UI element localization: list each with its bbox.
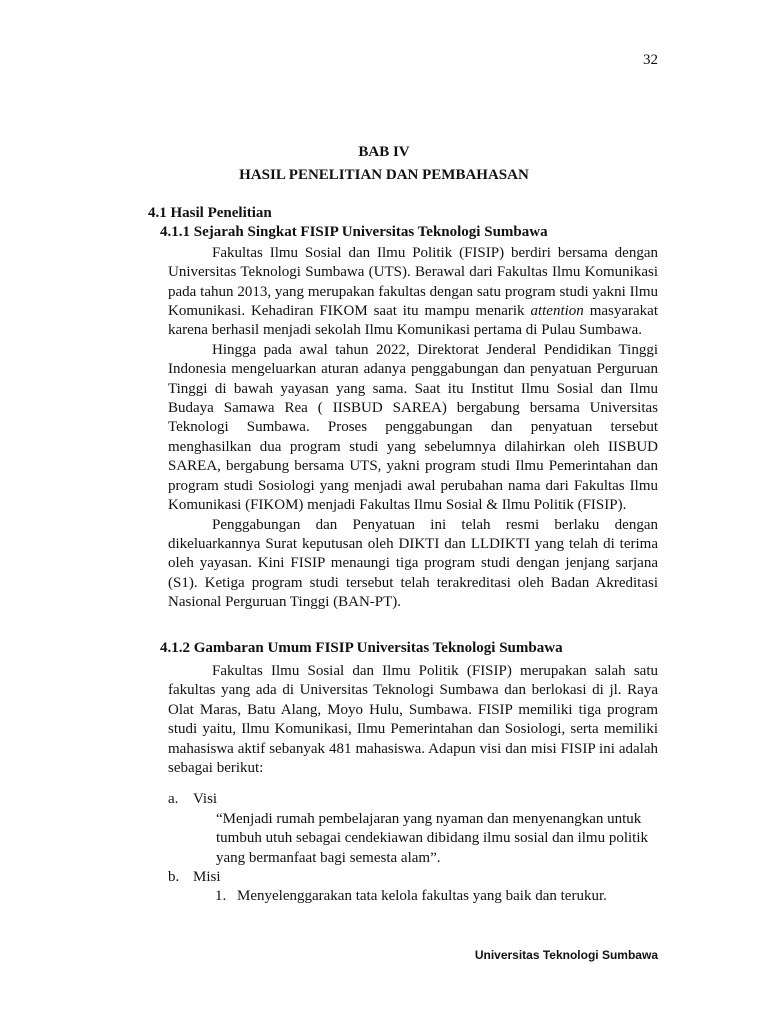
list-label-visi: Visi	[193, 791, 218, 808]
subsection-heading-4-1-2: 4.1.2 Gambaran Umum FISIP Universitas Teknologi Sumbawa	[160, 639, 563, 656]
footer-university-name: Universitas Teknologi Sumbawa	[474, 948, 658, 962]
mission-item-text: Menyelenggarakan tata kelola fakultas yang baik dan terukur.	[237, 888, 607, 905]
list-marker: b.	[168, 869, 180, 885]
paragraph-overview: Fakultas Ilmu Sosial dan Ilmu Politik (FISIP) merupakan salah satu fakultas yang ada di Universitas Teknologi Sumbawa dan berlokasi di jl. Raya Olat Maras, Batu Alang, Moyo Hulu, Sumbawa. FISIP memiliki tiga program studi yaitu, Ilmu Komunikasi, Ilmu Pemerintahan dan Sosiologi, serta memiliki mahasiswa aktif sebanyak 481 mahasiswa. Adapun visi dan misi FISIP ini adalah sebagai berikut:	[168, 662, 658, 776]
chapter-heading	[0, 141, 768, 187]
list-marker: a.	[168, 791, 179, 808]
paragraph-history-1	[168, 244, 658, 341]
chapter-title: HASIL PENELITIAN DAN PEMBAHASAN	[239, 167, 529, 183]
paragraph-history-3: Penggabungan dan Penyatuan ini telah resmi berlaku dengan dikeluarkannya Surat keputusan oleh DIKTI dan LLDIKTI yang telah di terima oleh yayasan. Kini FISIP menaungi tiga program studi dengan jenjang sarjana (S1). Ketiga program studi tersebut telah terakreditasi oleh Badan Akreditasi Nasional Perguruan Tinggi (BAN-PT).	[168, 516, 658, 611]
paragraph-history-1-part-b: masyarakat karena berhasil menjadi sekolah Ilmu Komunikasi pertama di Pulau Sumbawa.	[168, 303, 658, 339]
paragraph-history-1-part-a: Fakultas Ilmu Sosial dan Ilmu Politik (FISIP) berdiri bersama dengan Universitas Teknologi Sumbawa (UTS). Berawal dari Fakultas Ilmu Komunikasi pada tahun 2013, yang merupakan fakultas dengan satu program studi yakni Ilmu Komunikasi. Kehadiran FIKOM saat itu mampu menarik	[168, 244, 658, 320]
chapter-label: BAB IV	[358, 144, 410, 160]
section-heading: 4.1 Hasil Penelitian	[148, 205, 272, 221]
document-body	[148, 204, 658, 907]
list-label-misi: Misi	[193, 869, 221, 885]
page-number: 32	[643, 52, 658, 68]
paragraph-history-2: Hingga pada awal tahun 2022, Direktorat Jenderal Pendidikan Tinggi Indonesia mengeluarkan aturan adanya penggabungan dan penyatuan Perguruan Tinggi di bawah yayasan yang sama. Saat itu Institut Ilmu Sosial dan Ilmu Budaya Samawa Rea ( IISBUD SAREA) bergabung bersama Universitas Teknologi Sumbawa. Proses penggabungan dan penyatuan tersebut menghasilkan dua program studi yang sebelumnya dilahirkan oleh IISBUD SAREA, bergabung bersama UTS, yakni program studi Ilmu Pemerintahan dan program studi Sosiologi yang menjadi awal perubahan nama dari Fakultas Ilmu Komunikasi (FIKOM) menjadi Fakultas Ilmu Sosial & Ilmu Politik (FISIP).	[168, 341, 658, 514]
list-item-visi	[168, 790, 658, 809]
vision-mission-list	[168, 790, 658, 906]
vision-statement: “Menjadi rumah pembelajaran yang nyaman dan menyenangkan untuk tumbuh utuh sebagai cendekiawan dibidang ilmu sosial dan ilmu politik yang bermanfaat bagi semesta alam”.	[216, 810, 649, 866]
list-item-misi	[168, 868, 658, 887]
mission-item	[215, 887, 658, 906]
mission-item-marker: 1.	[215, 888, 227, 905]
subsection-heading-4-1-1: 4.1.1 Sejarah Singkat FISIP Universitas Teknologi Sumbawa	[160, 224, 548, 241]
emphasis-attention: attention	[530, 303, 584, 320]
